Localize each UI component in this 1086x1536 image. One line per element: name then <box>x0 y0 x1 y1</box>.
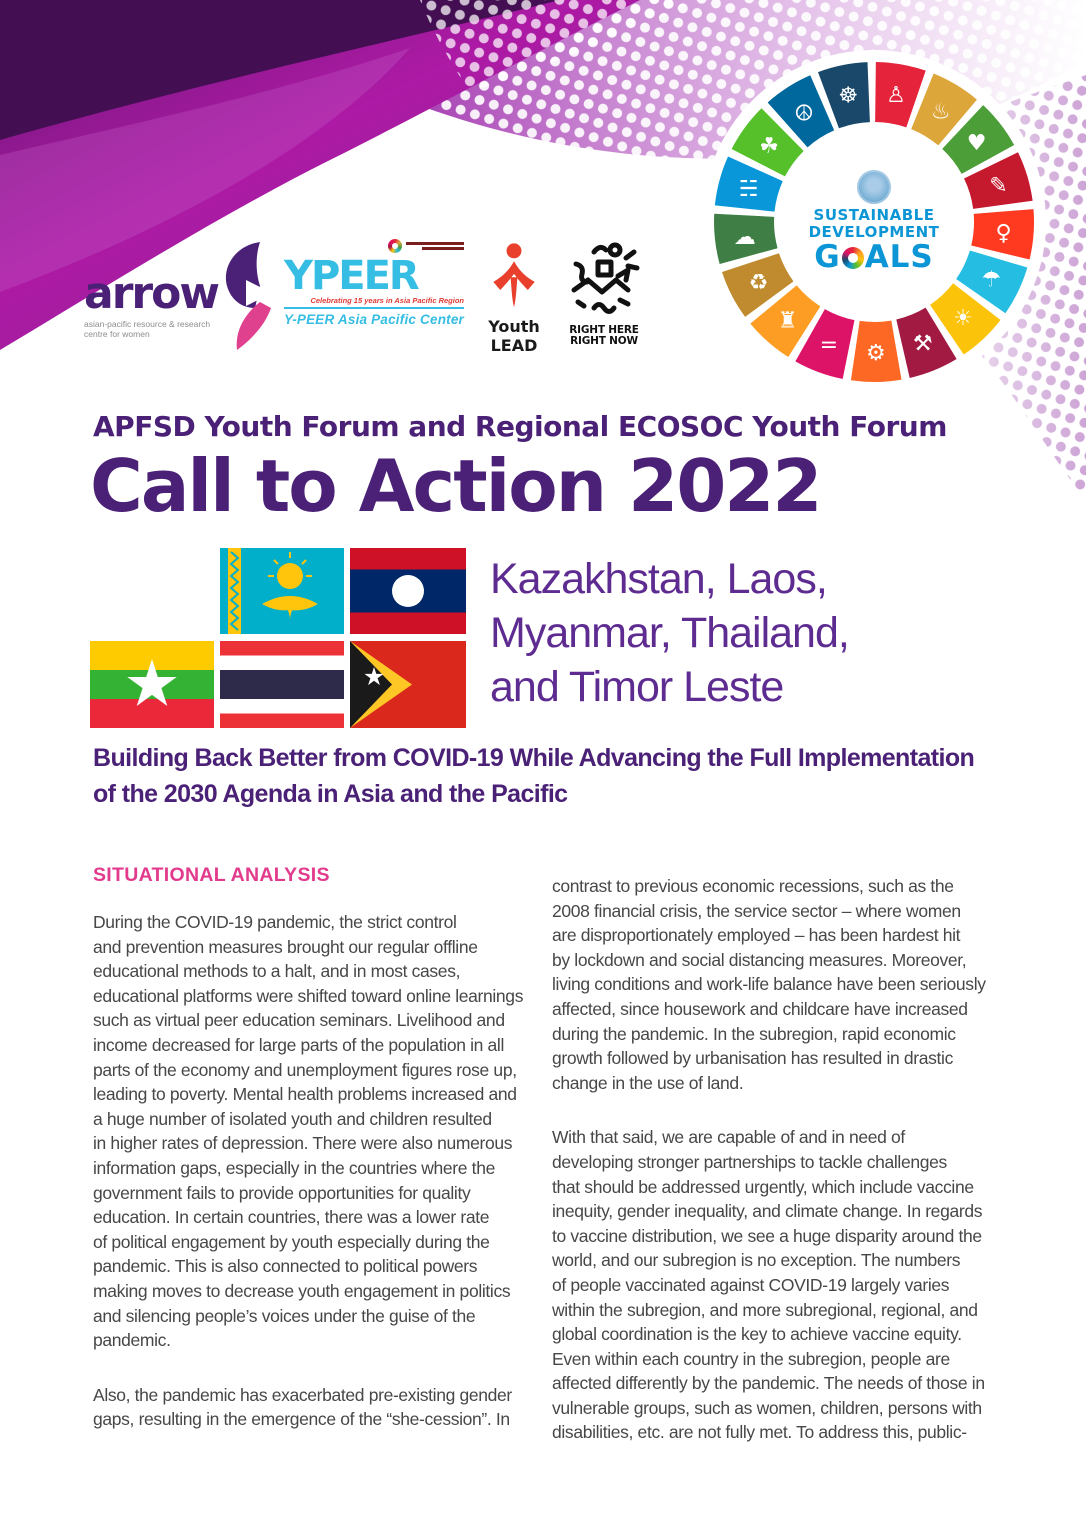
ypeer-partner-text-mark <box>406 240 464 252</box>
title-kicker: APFSD Youth Forum and Regional ECOSOC Youth Forum <box>93 410 947 443</box>
body-text-line: living conditions and work-life balance have been seriously <box>552 974 986 995</box>
ypeer-sdg-mini-wheel-icon <box>388 239 402 253</box>
industry-innovation-icon: ⚙ <box>866 341 886 366</box>
body-text-line: affected differently by the pandemic. The needs of those in <box>552 1373 985 1394</box>
body-text-line: to vaccine distribution, we see a huge disparity around the <box>552 1225 982 1246</box>
body-text-line: With that said, we are capable of and in need of <box>552 1127 905 1148</box>
flag-kazakhstan <box>220 548 344 634</box>
body-text-line: affected, since housework and childcare have increased <box>552 998 968 1019</box>
body-text-line: that should be addressed urgently, which include vaccine <box>552 1176 974 1197</box>
ypeer-logo-word: YPEER <box>284 253 418 299</box>
body-text-line: income decreased for large parts of the population in all <box>93 1034 505 1055</box>
subtitle-line: of the 2030 Agenda in Asia and the Pacific <box>93 780 568 808</box>
body-text-line: Even within each country in the subregion, people are <box>552 1348 950 1369</box>
body-text-line: developing stronger partnerships to tackle challenges <box>552 1151 947 1172</box>
body-text-line: vulnerable groups, such as women, children, persons with <box>552 1397 982 1418</box>
no-poverty-family-icon: ♙ <box>886 82 906 108</box>
body-text-line: During the COVID-19 pandemic, the strict control <box>93 912 457 932</box>
decent-work-growth-icon: ⚒ <box>912 331 933 357</box>
body-text-line: government fails to provide opportunities for quality <box>93 1182 471 1203</box>
reduced-inequalities-icon: = <box>819 332 839 358</box>
body-text-line: and silencing people’s voices under the guise of the <box>93 1305 476 1326</box>
quality-education-book-icon: ✎ <box>989 173 1008 199</box>
body-text-line: gaps, resulting in the emergence of the “she-cession”. In <box>93 1409 510 1430</box>
flag-thailand <box>220 641 344 728</box>
arrow-logo-word: arrow <box>84 268 218 319</box>
body-text-line: global coordination is the key to achieve vaccine equity. <box>552 1324 962 1345</box>
body-text-line: by lockdown and social distancing measures. Moreover, <box>552 949 967 970</box>
body-text-line: 2008 financial crisis, the service sector – where women <box>552 900 961 921</box>
ypeer-center-text: Y-PEER Asia Pacific Center <box>284 312 465 327</box>
flag-timor-leste <box>350 641 466 728</box>
sdg-text-goals <box>784 241 964 274</box>
sdg-goals-prefix: G <box>814 239 841 275</box>
page-title: Call to Action 2022 <box>90 444 821 528</box>
paragraph <box>552 874 1042 1095</box>
body-column-right <box>552 874 1042 1445</box>
body-text-line: disabilities, etc. are not fully met. To address this, public- <box>552 1422 967 1443</box>
body-text-line: pandemic. <box>93 1330 171 1351</box>
ypeer-underline <box>284 307 464 309</box>
body-text-line: educational methods to a halt, and in most cases, <box>93 961 461 982</box>
flag-myanmar <box>90 641 214 728</box>
body-text-line: inequity, gender inequality, and climate change. In regards <box>552 1201 983 1222</box>
body-text-line: of political engagement by youth especially during the <box>93 1231 490 1252</box>
ypeer-logo <box>284 238 464 327</box>
country-name-line: and Timor Leste <box>490 663 784 711</box>
life-below-water-fish-icon: ☵ <box>738 177 759 203</box>
body-text-line: making moves to decrease youth engagement in politics <box>93 1280 511 1301</box>
sustainable-cities-icon: ♜ <box>777 308 798 334</box>
country-name-line: Myanmar, Thailand, <box>490 609 849 657</box>
rhrn-doodle-icon <box>568 242 640 316</box>
body-text-line: parts of the economy and unemployment figures rose up, <box>93 1059 517 1080</box>
sdg-text-line1: SUSTAINABLE <box>813 206 935 224</box>
body-text-line: such as virtual peer education seminars. Livelihood and <box>93 1010 505 1031</box>
body-text-line: of people vaccinated against COVID-19 largely varies <box>552 1274 950 1295</box>
body-text-line: education. In certain countries, there was a lower rate <box>93 1207 490 1228</box>
un-emblem-icon <box>857 170 891 204</box>
paragraph <box>552 1125 1042 1445</box>
sdg-wheel-center <box>784 170 964 274</box>
body-text-line: contrast to previous economic recessions, such as the <box>552 876 954 896</box>
body-text-line: pandemic. This is also connected to political powers <box>93 1256 478 1277</box>
country-names <box>490 552 849 714</box>
body-text-line: during the pandemic. In the subregion, rapid economic <box>552 1023 956 1044</box>
body-text-line: Also, the pandemic has exacerbated pre-existing gender <box>93 1384 512 1405</box>
climate-action-icon: ☁ <box>733 224 756 250</box>
sdg-goals-suffix: ALS <box>864 239 934 275</box>
sdg-text-line2: DEVELOPMENT <box>808 223 940 241</box>
sdg-wheel <box>700 48 1048 396</box>
rhrn-line1: RIGHT HERE <box>569 324 639 336</box>
right-here-right-now-logo <box>560 242 648 347</box>
body-text-line: leading to poverty. Mental health problems increased and <box>93 1084 517 1105</box>
body-text-line: within the subregion, and more subregional, regional, and <box>552 1299 978 1320</box>
ypeer-celebrating-text: Celebrating 15 years in Asia Pacific Region <box>310 296 464 305</box>
subtitle-line: Building Back Better from COVID-19 While Advancing the Full Implementation <box>93 744 975 772</box>
body-text-line: change in the use of land. <box>552 1072 744 1093</box>
subtitle <box>93 740 974 812</box>
flag-laos <box>350 548 466 634</box>
peace-justice-dove-icon: ☮ <box>794 101 814 127</box>
paragraph <box>93 910 563 1353</box>
arrow-logo <box>84 246 284 356</box>
partnership-wheel-icon: ☸ <box>838 83 859 109</box>
life-on-land-tree-icon: ☘ <box>759 134 779 160</box>
clean-water-icon: ☂ <box>981 267 1002 293</box>
youth-lead-figure-icon <box>491 242 537 308</box>
body-text-line: growth followed by urbanisation has resulted in drastic <box>552 1048 953 1069</box>
youth-lead-logo <box>466 242 562 355</box>
responsible-consumption-icon: ♻ <box>748 270 769 296</box>
arrow-tagline-line2: centre for women <box>84 329 150 339</box>
body-text-line: in higher rates of depression. There were also numerous <box>93 1133 513 1154</box>
arrow-tagline-line1: asian-pacific resource & research <box>84 319 211 329</box>
zero-hunger-bowl-icon: ♨ <box>930 99 951 125</box>
country-name-line: Kazakhstan, Laos, <box>490 555 827 603</box>
body-text-line: and prevention measures brought our regular offline <box>93 936 478 957</box>
affordable-energy-sun-icon: ☀ <box>953 305 973 331</box>
paragraph <box>93 1383 563 1432</box>
arrow-logo-mark-icon <box>218 240 280 352</box>
good-health-heartbeat-icon: ♥ <box>966 131 987 157</box>
body-text-line: a huge number of isolated youth and children resulted <box>93 1108 492 1129</box>
section-heading: SITUATIONAL ANALYSIS <box>93 864 330 886</box>
body-text-line: information gaps, especially in the countries where the <box>93 1157 495 1178</box>
sdg-goals-o-wheel-icon <box>842 247 864 269</box>
body-text-line: educational platforms were shifted toward online learnings <box>93 985 524 1006</box>
body-text-line: are disproportionately employed – has been hardest hit <box>552 925 961 946</box>
body-text-line: world, and our subregion is no exception. The numbers <box>552 1250 961 1271</box>
rhrn-line2: RIGHT NOW <box>570 335 638 347</box>
youth-lead-word: Youth LEAD <box>488 317 540 355</box>
gender-equality-icon: ♀ <box>995 221 1012 247</box>
body-column-left <box>93 910 563 1432</box>
